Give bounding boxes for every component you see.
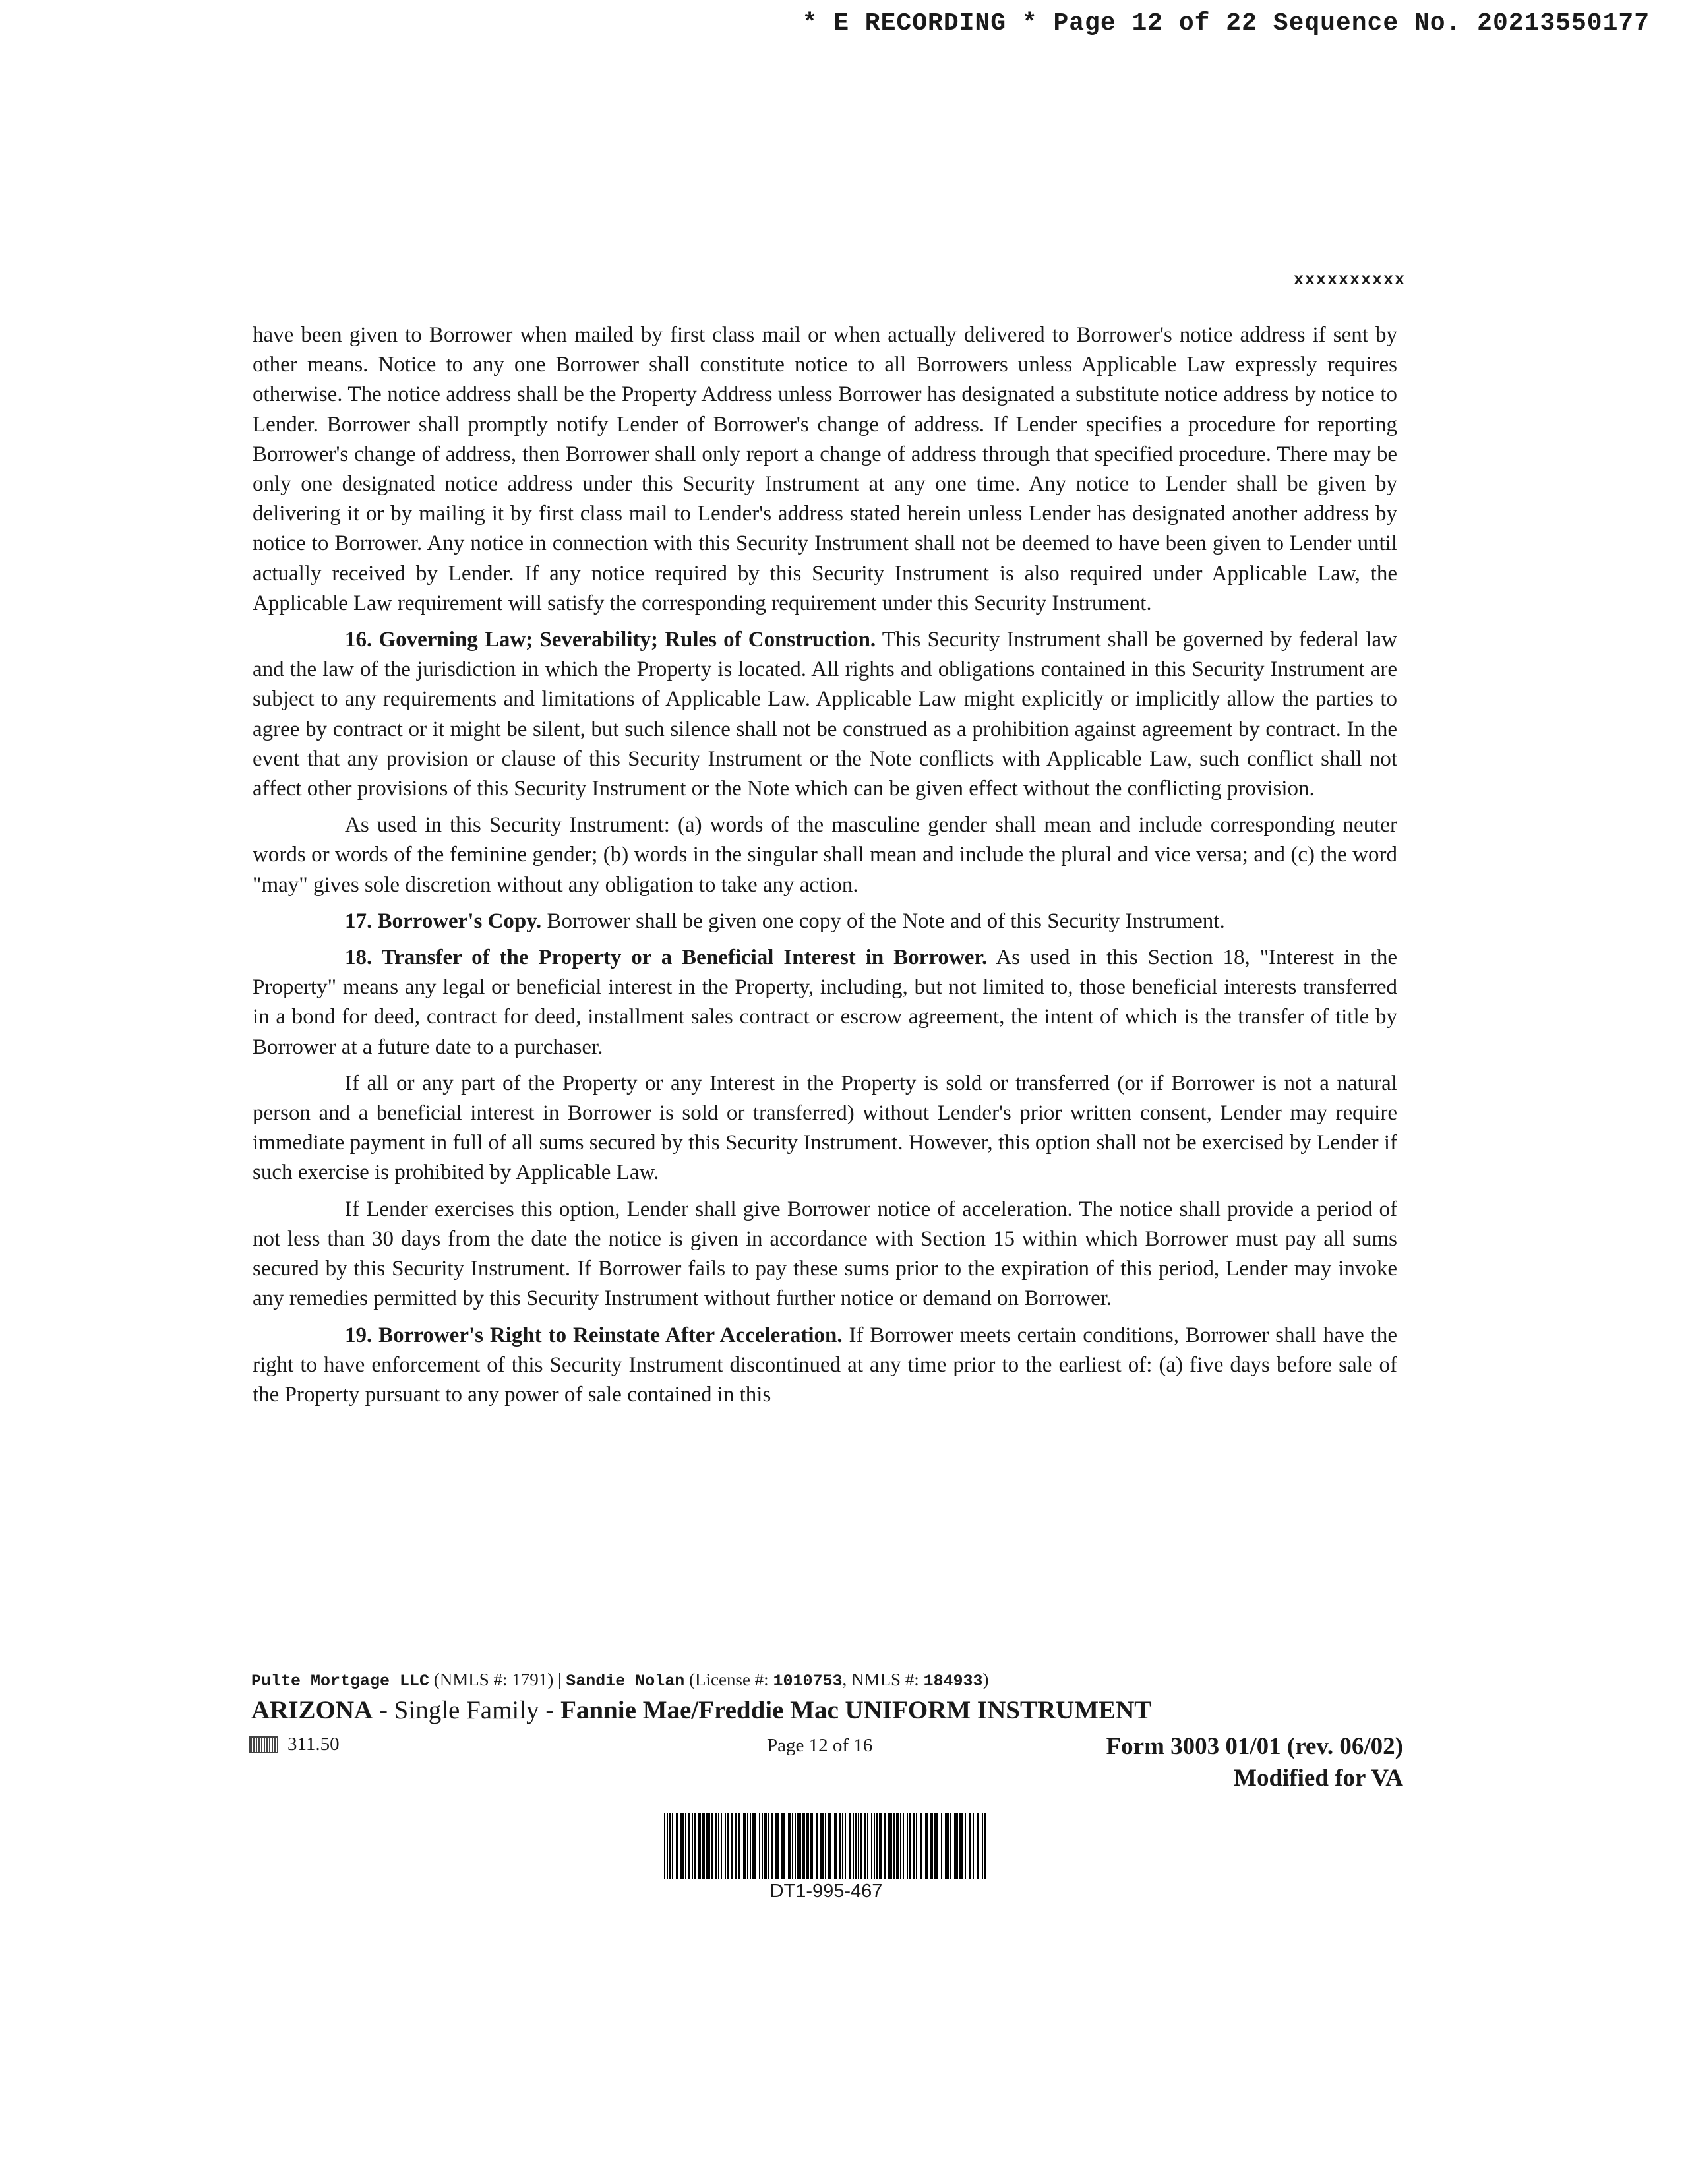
originator-close: ) (982, 1670, 989, 1689)
loan-number: xxxxxxxxxx (1293, 270, 1406, 289)
footer-page-number: Page 12 of 16 (767, 1735, 873, 1756)
section-17-title: 17. Borrower's Copy. (345, 909, 542, 933)
section-19-title: 19. Borrower's Right to Reinstate After Acceleration. (345, 1323, 843, 1347)
document-body (253, 320, 1397, 1416)
form-state: ARIZONA (251, 1696, 373, 1724)
section-19-paragraph (253, 1321, 1397, 1410)
form-type: - Single Family - (373, 1696, 561, 1724)
section-17-text: Borrower shall be given one copy of the Note and of this Security Instrument. (541, 909, 1225, 933)
section-18-text: As used in this Section 18, "Interest in the Property" means any legal or beneficial interest in the Property, including, but not limited to, those beneficial interests transferred in a bond for deed, contract for deed, installment sales contract or escrow agreement, the intent of which is the transfer of title by Borrower at a future date to a purchaser. (253, 946, 1397, 1059)
originator-license: 1010753 (773, 1672, 843, 1691)
barcode-label: DT1-995-467 (769, 1881, 883, 1902)
form-modified: Modified for VA (1234, 1765, 1403, 1792)
lender-nmls: (NMLS #: 1791) | (429, 1670, 566, 1689)
lender-name: Pulte Mortgage LLC (251, 1672, 430, 1691)
section-18-paragraph (253, 943, 1397, 1062)
form-number: Form 3003 01/01 (rev. 06/02) (1106, 1733, 1403, 1760)
section-16-construction-paragraph: As used in this Security Instrument: (a) words of the masculine gender shall mean and include corresponding neuter words or words of the feminine gender; (b) words in the singular shall mean and include the plural and vice versa; and (c) the word "may" gives sole discretion without any obligation to take any action. (253, 813, 1397, 897)
originator-nmls: 184933 (923, 1672, 983, 1691)
section-16-text: This Security Instrument shall be governed by federal law and the law of the jurisdiction in which the Property is located. All rights and obligations contained in this Security Instrument are subject to any requirements and limitations of Applicable Law. Applicable Law might explicitly or implicitly allow the parties to agree by contract or it might be silent, but such silence shall not be construed as a prohibition against agreement by contract. In the event that any provision or clause of this Security Instrument or the Note conflicts with Applicable Law, such conflict shall not affect other provisions of this Security Instrument or the Note which can be given effect without the conflicting provision. (253, 628, 1398, 801)
form-instrument: Fannie Mae/Freddie Mac UNIFORM INSTRUMENT (560, 1696, 1152, 1724)
section-17-paragraph (253, 907, 1397, 936)
doc-code: 311.50 (287, 1734, 340, 1755)
notice-paragraph: have been given to Borrower when mailed by first class mail or when actually delivered to Borrower's notice address if sent by other means. Notice to any one Borrower shall constitute notice to all Borrowers unless Applicable Law expressly requires otherwise. The notice address shall be the Property Address unless Borrower has designated a substitute notice address by notice to Lender. Borrower shall promptly notify Lender of Borrower's change of address. If Lender specifies a procedure for reporting Borrower's change of address, then Borrower shall only report a change of address through that specified procedure. There may be only one designated notice address under this Security Instrument at any one time. Any notice to Lender shall be given by delivering it or by mailing it by first class mail to Lender's address stated herein unless Lender has designated another address by notice to Borrower. Any notice in connection with this Security Instrument shall not be deemed to have been given to Lender until actually received by Lender. If any notice required by this Security Instrument is also required under Applicable Law, the Applicable Law requirement will satisfy the corresponding requirement under this Security Instrument. (253, 323, 1397, 615)
originator-name: Sandie Nolan (566, 1672, 685, 1691)
footer-form-number (1106, 1731, 1403, 1794)
recording-header: * E RECORDING * Page 12 of 22 Sequence No. 20213550177 (802, 9, 1650, 38)
document-code-icon (249, 1736, 278, 1753)
section-19-text: If Borrower meets certain conditions, Borrower shall have the right to have enforcement of this Security Instrument discontinued at any time prior to the earliest of: (a) five days before sale of the Property pursuant to any power of sale contained in this (253, 1323, 1397, 1407)
originator-nmls-label: , NMLS #: (842, 1670, 924, 1689)
originator-license-label: (License #: (684, 1670, 773, 1689)
section-16-title: 16. Governing Law; Severability; Rules of Construction. (345, 628, 876, 652)
footer-doc-code (249, 1734, 340, 1755)
barcode (661, 1813, 991, 1879)
section-18-acceleration-paragraph: If Lender exercises this option, Lender shall give Borrower notice of acceleration. The notice shall provide a period of not less than 30 days from the date the notice is given in accordance with Section 15 within which Borrower must pay all sums secured by this Security Instrument. If Borrower fails to pay these sums prior to the expiration of this period, Lender may invoke any remedies permitted by this Security Instrument without further notice or demand on Borrower. (253, 1197, 1397, 1311)
section-16-paragraph (253, 625, 1397, 804)
footer-form-title (251, 1695, 1151, 1725)
section-18-transfer-paragraph: If all or any part of the Property or any Interest in the Property is sold or transferred (or if Borrower is not a natural person and a beneficial interest in Borrower is sold or transferred) without Lender's prior written consent, Lender may require immediate payment in full of all sums secured by this Security Instrument. However, this option shall not be exercised by Lender if such exercise is prohibited by Applicable Law. (253, 1071, 1397, 1185)
footer-lender-line (251, 1670, 989, 1691)
section-18-title: 18. Transfer of the Property or a Beneficial Interest in Borrower. (345, 946, 988, 970)
